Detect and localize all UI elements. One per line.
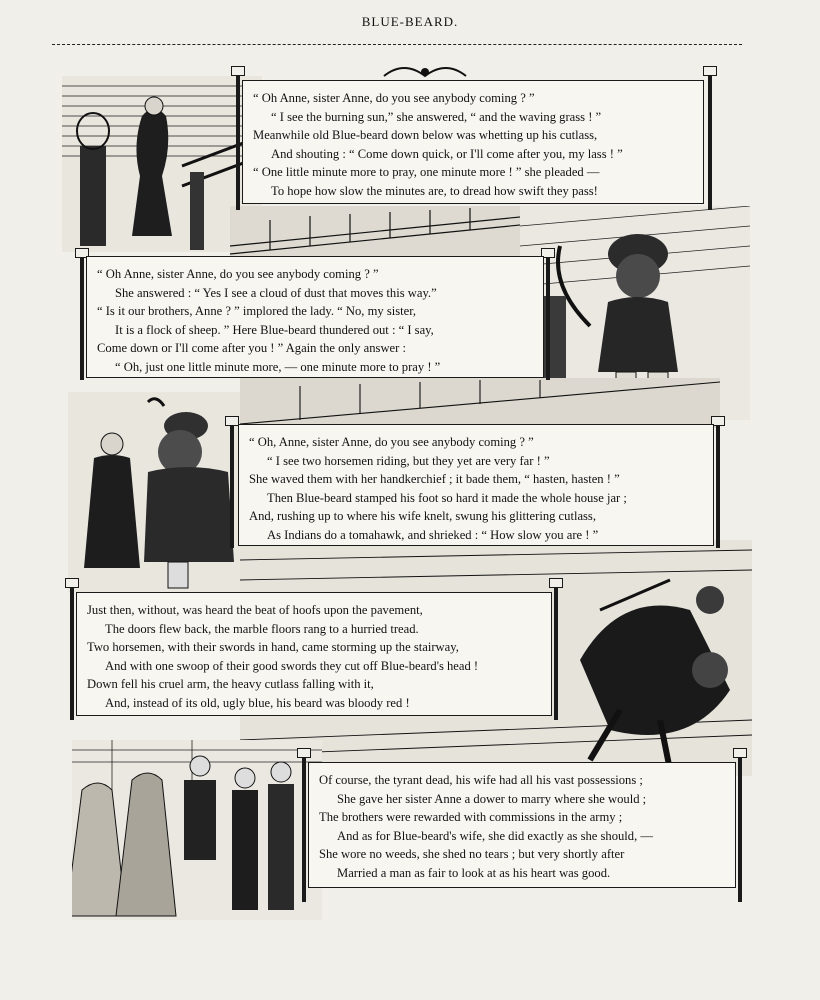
stanza-line: The doors flew back, the marble floors rang to a hurried tread.	[105, 621, 419, 636]
scroll-post-1a	[236, 70, 240, 210]
scroll-post-4a	[70, 582, 74, 720]
scroll-cap-1a	[231, 66, 245, 76]
scroll-post-1b	[708, 70, 712, 210]
scroll-post-2b	[546, 252, 550, 380]
stanza-line: Of course, the tyrant dead, his wife had all his vast possessions ;	[319, 773, 643, 787]
stanza-line: Down fell his cruel arm, the heavy cutlass falling with it,	[87, 677, 374, 692]
stanza-line: Married a man as fair to look at as his heart was good.	[337, 865, 611, 880]
stanza-2	[86, 256, 544, 378]
stanza-line: Come down or I'll come after you ! ” Again the only answer :	[97, 341, 406, 356]
scroll-cap-5b	[733, 748, 747, 758]
scroll-post-2a	[80, 252, 84, 380]
stanza-4	[76, 592, 552, 716]
stanza-line: “ Oh, Anne, sister Anne, do you see anybody coming ? ”	[249, 435, 534, 449]
stanza-line: And, instead of its old, ugly blue, his beard was bloody red !	[105, 695, 410, 710]
stanza-line: “ Oh Anne, sister Anne, do you see anybody coming ? ”	[97, 267, 379, 281]
illustration-wedding	[72, 740, 322, 920]
stanza-line: “ I see the burning sun,” she answered, “ and the waving grass ! ”	[271, 109, 602, 124]
stanza-5	[308, 762, 736, 888]
illustration-hall	[240, 378, 720, 428]
decorative-ornament	[380, 60, 470, 82]
scroll-post-4b	[554, 582, 558, 720]
scroll-post-3a	[230, 420, 234, 548]
stanza-3	[238, 424, 714, 546]
stanza-line: She waved them with her handkerchief ; it bade them, “ hasten, hasten ! ”	[249, 472, 620, 487]
stanza-line: “ Oh Anne, sister Anne, do you see anybody coming ? ”	[253, 91, 535, 105]
stanza-line: She answered : “ Yes I see a cloud of dust that moves this way.”	[115, 285, 437, 300]
scroll-post-3b	[716, 420, 720, 548]
scroll-post-5b	[738, 752, 742, 902]
stanza-line: To hope how slow the minutes are, to dread how swift they pass!	[271, 183, 598, 198]
stanza-line: Meanwhile old Blue-beard down below was whetting up his cutlass,	[253, 128, 598, 143]
scroll-cap-1b	[703, 66, 717, 76]
stanza-line: And as for Blue-beard's wife, she did exactly as she should, —	[337, 828, 653, 843]
stanza-line: As Indians do a tomahawk, and shrieked : “ How slow you are ! ”	[267, 527, 599, 542]
stanza-line: She gave her sister Anne a dower to marry where she would ;	[337, 791, 647, 806]
scroll-cap-5a	[297, 748, 311, 758]
stanza-line: “ One little minute more to pray, one minute more ! ” she pleaded —	[253, 165, 600, 180]
scroll-cap-4b	[549, 578, 563, 588]
stanza-line: And, rushing up to where his wife knelt, swung his glittering cutlass,	[249, 509, 596, 524]
stanza-line: Then Blue-beard stamped his foot so hard it made the whole house jar ;	[267, 490, 627, 505]
scroll-post-5a	[302, 752, 306, 902]
header-rule	[52, 44, 742, 45]
stanza-line: “ Is it our brothers, Anne ? ” implored the lady. “ No, my sister,	[97, 304, 417, 319]
scroll-cap-4a	[65, 578, 79, 588]
illustration-bluebeard-and-wife	[68, 392, 246, 592]
page-title: BLUE-BEARD.	[361, 14, 459, 29]
stanza-line: Just then, without, was heard the beat of hoofs upon the pavement,	[87, 603, 423, 617]
stanza-line: And with one swoop of their good swords they cut off Blue-beard's head !	[105, 658, 479, 673]
stanza-1	[242, 80, 704, 204]
stanza-line: Two horsemen, with their swords in hand, came storming up the stairway,	[87, 640, 459, 655]
stanza-line: And shouting : “ Come down quick, or I'll come after you, my lass ! ”	[271, 146, 623, 161]
stanza-line: “ I see two horsemen riding, but they yet are very far ! ”	[267, 453, 550, 468]
stanza-line: The brothers were rewarded with commissions in the army ;	[319, 810, 623, 825]
illustration-staircase	[230, 206, 550, 258]
scroll-cap-3a	[225, 416, 239, 426]
stanza-line: She wore no weeds, she shed no tears ; but very shortly after	[319, 847, 625, 862]
stanza-line: “ Oh, just one little minute more, — one minute more to pray ! ”	[115, 359, 441, 374]
stanza-line: It is a flock of sheep. ” Here Blue-beard thundered out : “ I say,	[115, 322, 434, 337]
